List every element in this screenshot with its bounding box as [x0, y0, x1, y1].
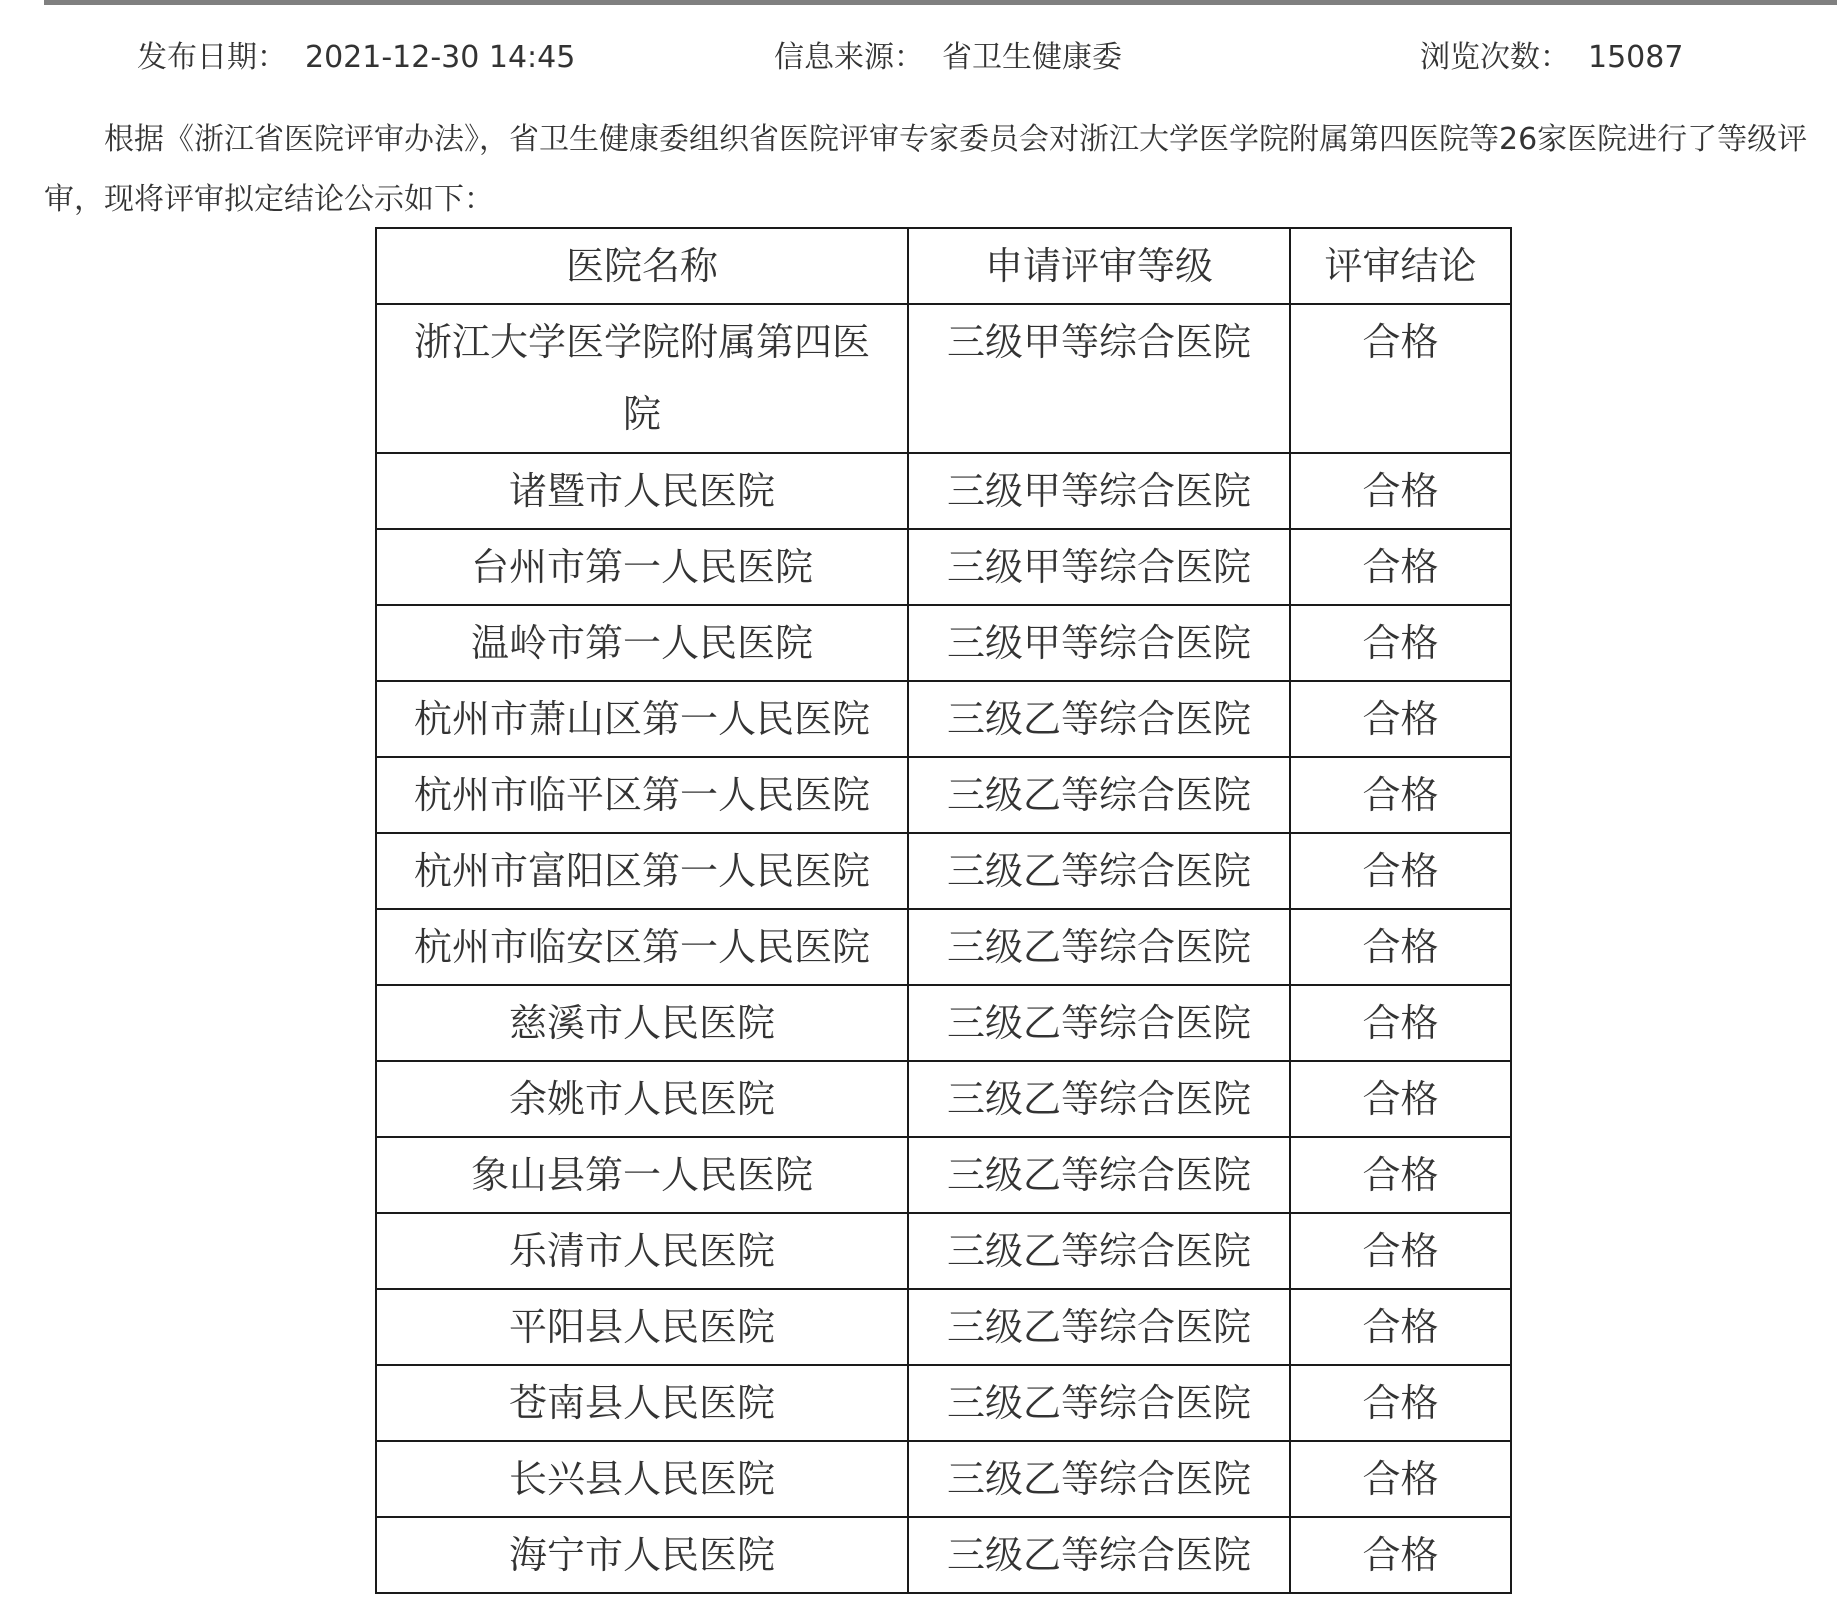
table-row [376, 757, 1511, 833]
review-result-cell: 合格 [1290, 453, 1511, 529]
review-level-cell: 三级甲等综合医院 [908, 304, 1290, 453]
review-result-cell: 合格 [1290, 1137, 1511, 1213]
view-count-value: 15087 [1588, 40, 1684, 75]
review-result-cell: 合格 [1290, 1365, 1511, 1441]
hospital-name-cell: 杭州市临平区第一人民医院 [376, 757, 908, 833]
publish-date-value: 2021-12-30 14:45 [305, 40, 576, 75]
table-row [376, 529, 1511, 605]
table-row [376, 985, 1511, 1061]
column-header-hospital-name: 医院名称 [376, 228, 908, 304]
hospital-name-cell: 杭州市临安区第一人民医院 [376, 909, 908, 985]
hospital-name-cell: 海宁市人民医院 [376, 1517, 908, 1593]
hospital-name-cell: 长兴县人民医院 [376, 1441, 908, 1517]
intro-paragraph: 根据《浙江省医院评审办法》，省卫生健康委组织省医院评审专家委员会对浙江大学医学院附属第四医院等26家医院进行了等级评审，现将评审拟定结论公示如下： [44, 122, 1808, 217]
table-row [376, 453, 1511, 529]
table-row [376, 1441, 1511, 1517]
review-level-cell: 三级甲等综合医院 [908, 529, 1290, 605]
review-result-cell: 合格 [1290, 909, 1511, 985]
column-header-review-level: 申请评审等级 [908, 228, 1290, 304]
review-result-cell: 合格 [1290, 1441, 1511, 1517]
table-row [376, 833, 1511, 909]
table-row [376, 1365, 1511, 1441]
view-count-label: 浏览次数： [1420, 40, 1570, 75]
review-result-cell: 合格 [1290, 529, 1511, 605]
review-level-cell: 三级乙等综合医院 [908, 833, 1290, 909]
top-divider [44, 0, 1837, 5]
hospital-name-cell: 台州市第一人民医院 [376, 529, 908, 605]
review-level-cell: 三级乙等综合医院 [908, 681, 1290, 757]
info-source-label: 信息来源： [774, 40, 924, 75]
view-count [1420, 36, 1683, 80]
review-result-cell: 合格 [1290, 985, 1511, 1061]
review-level-cell: 三级乙等综合医院 [908, 1289, 1290, 1365]
table-row [376, 1213, 1511, 1289]
review-result-cell: 合格 [1290, 681, 1511, 757]
review-result-cell: 合格 [1290, 833, 1511, 909]
table-row [376, 681, 1511, 757]
info-source [774, 36, 1122, 80]
review-level-cell: 三级乙等综合医院 [908, 1365, 1290, 1441]
hospital-name-cell: 苍南县人民医院 [376, 1365, 908, 1441]
hospital-name-cell: 余姚市人民医院 [376, 1061, 908, 1137]
review-level-cell: 三级甲等综合医院 [908, 453, 1290, 529]
table-row [376, 1137, 1511, 1213]
column-header-review-result: 评审结论 [1290, 228, 1511, 304]
hospital-name-cell: 杭州市萧山区第一人民医院 [376, 681, 908, 757]
review-level-cell: 三级乙等综合医院 [908, 985, 1290, 1061]
table-header-row [376, 228, 1511, 304]
review-level-cell: 三级乙等综合医院 [908, 1213, 1290, 1289]
hospital-name-cell: 浙江大学医学院附属第四医院 [376, 304, 908, 453]
review-level-cell: 三级乙等综合医院 [908, 1441, 1290, 1517]
review-level-cell: 三级乙等综合医院 [908, 1517, 1290, 1593]
publish-date-label: 发布日期： [137, 40, 287, 75]
hospital-name-cell: 乐清市人民医院 [376, 1213, 908, 1289]
table-row [376, 605, 1511, 681]
publish-date [137, 36, 575, 80]
review-result-cell: 合格 [1290, 1213, 1511, 1289]
review-result-cell: 合格 [1290, 757, 1511, 833]
hospital-name-cell: 象山县第一人民医院 [376, 1137, 908, 1213]
review-level-cell: 三级乙等综合医院 [908, 1137, 1290, 1213]
table-row [376, 909, 1511, 985]
review-result-cell: 合格 [1290, 304, 1511, 453]
table-row [376, 304, 1511, 453]
hospital-name-cell: 杭州市富阳区第一人民医院 [376, 833, 908, 909]
review-level-cell: 三级乙等综合医院 [908, 757, 1290, 833]
hospital-name-cell: 平阳县人民医院 [376, 1289, 908, 1365]
table-row [376, 1289, 1511, 1365]
info-source-value: 省卫生健康委 [942, 40, 1122, 75]
hospital-name-cell: 温岭市第一人民医院 [376, 605, 908, 681]
hospital-name-cell: 诸暨市人民医院 [376, 453, 908, 529]
review-result-cell: 合格 [1290, 1289, 1511, 1365]
table-row [376, 1061, 1511, 1137]
article-meta-bar [0, 36, 1837, 80]
hospital-name-cell: 慈溪市人民医院 [376, 985, 908, 1061]
review-result-cell: 合格 [1290, 1517, 1511, 1593]
review-result-cell: 合格 [1290, 1061, 1511, 1137]
review-result-cell: 合格 [1290, 605, 1511, 681]
review-level-cell: 三级甲等综合医院 [908, 605, 1290, 681]
table-row [376, 1517, 1511, 1593]
review-level-cell: 三级乙等综合医院 [908, 909, 1290, 985]
hospital-review-table [375, 227, 1512, 1594]
review-level-cell: 三级乙等综合医院 [908, 1061, 1290, 1137]
